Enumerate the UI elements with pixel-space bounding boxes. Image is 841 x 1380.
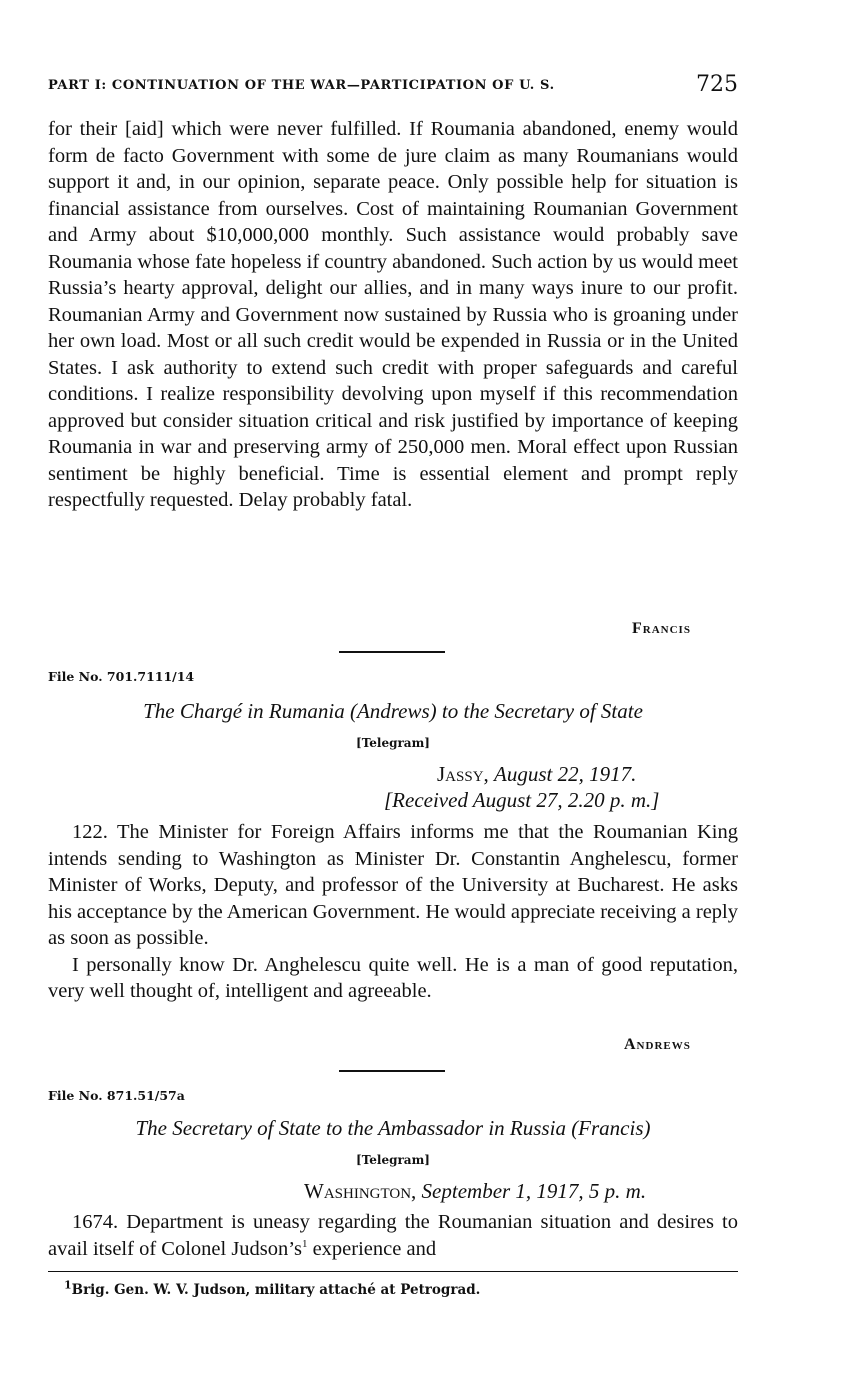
- doc3-file-number: File No. 871.51/57a: [48, 1088, 185, 1103]
- footnote-reference: 1: [301, 1237, 308, 1250]
- doc2-received: [Received August 27, 2.20 p. m.]: [384, 788, 660, 812]
- doc3-telegram-label: [Telegram]: [356, 1153, 430, 1167]
- footnote: [64, 1278, 481, 1298]
- doc3-date: September 1, 1917, 5 p. m.: [421, 1179, 647, 1203]
- doc2-place: Jassy,: [437, 762, 489, 786]
- footnote-marker: 1: [64, 1278, 72, 1292]
- doc2-telegram-label: [Telegram]: [356, 736, 430, 750]
- page-number: 725: [696, 72, 738, 97]
- section-divider: [339, 1070, 445, 1072]
- doc3-text-before-ref: 1674. Department is uneasy regarding the Roumanian situation and desires to avail itself of Colonel Judson’s: [48, 1211, 738, 1260]
- doc2-body: [48, 819, 738, 1005]
- doc2-paragraph-1: 122. The Minister for Foreign Affairs informs me that the Roumanian King intends sending to Washington as Minister Dr. Constantin Anghelescu, former Minister of Works, Deputy, and professor of the University at Bucharest. He asks his acceptance by the American Government. He would appreciate receiving a reply as soon as possible.: [48, 821, 738, 949]
- doc3-place: Washington,: [304, 1179, 417, 1203]
- doc3-paragraph: [48, 1209, 738, 1262]
- footnote-text: Brig. Gen. W. V. Judson, military attaché at Petrograd.: [71, 1282, 481, 1298]
- footnote-separator: [48, 1271, 738, 1272]
- doc3-body: [48, 1209, 738, 1262]
- doc1-paragraph: for their [aid] which were never fulfilled. If Roumania abandoned, enemy would form de facto Government with some de jure claim as many Roumanians would support it and, in our opinion, separate peace. Only possible help for situation is financial assistance from ourselves. Cost of maintaining Roumanian Government and Army about $10,000,000 monthly. Such assistance would probably save Roumania whose fate hopeless if country abandoned. Such action by us would meet Russia’s hearty approval, delight our allies, and in many ways inure to our profit. Roumanian Army and Government now sustained by Russia who is groaning under her own load. Most or all such credit would be expended in Russia or in the United States. I ask authority to extend such credit with proper safeguards and careful conditions. I realize responsibility devolving upon myself if this recommendation approved but consider situation critical and risk justified by importance of keeping Roumania in war and preserving army of 250,000 men. Moral effect upon Russian sentiment be highly beneficial. Time is essential element and prompt reply respectfully requested. Delay probably fatal.: [48, 118, 738, 511]
- doc1-body: [48, 116, 738, 514]
- doc3-dateline: [304, 1179, 646, 1204]
- doc3-title: The Secretary of State to the Ambassador in Russia (Francis): [135, 1116, 651, 1140]
- doc2-title: The Chargé in Rumania (Andrews) to the Secretary of State: [143, 699, 643, 723]
- section-divider: [339, 651, 445, 653]
- doc2-paragraph-2: I personally know Dr. Anghelescu quite well. He is a man of good reputation, very well thought of, intelligent and agreeable.: [48, 953, 738, 1002]
- doc2-date: August 22, 1917.: [494, 762, 637, 786]
- doc1-signature: Francis: [632, 620, 691, 637]
- doc2-dateline: [437, 762, 636, 787]
- running-head-title: PART I: CONTINUATION OF THE WAR—PARTICIPATION OF U. S.: [48, 78, 555, 93]
- doc2-file-number: File No. 701.7111/14: [48, 669, 195, 684]
- running-head: [48, 72, 738, 102]
- doc3-text-after-ref: experience and: [307, 1237, 437, 1260]
- doc2-signature: Andrews: [624, 1036, 691, 1053]
